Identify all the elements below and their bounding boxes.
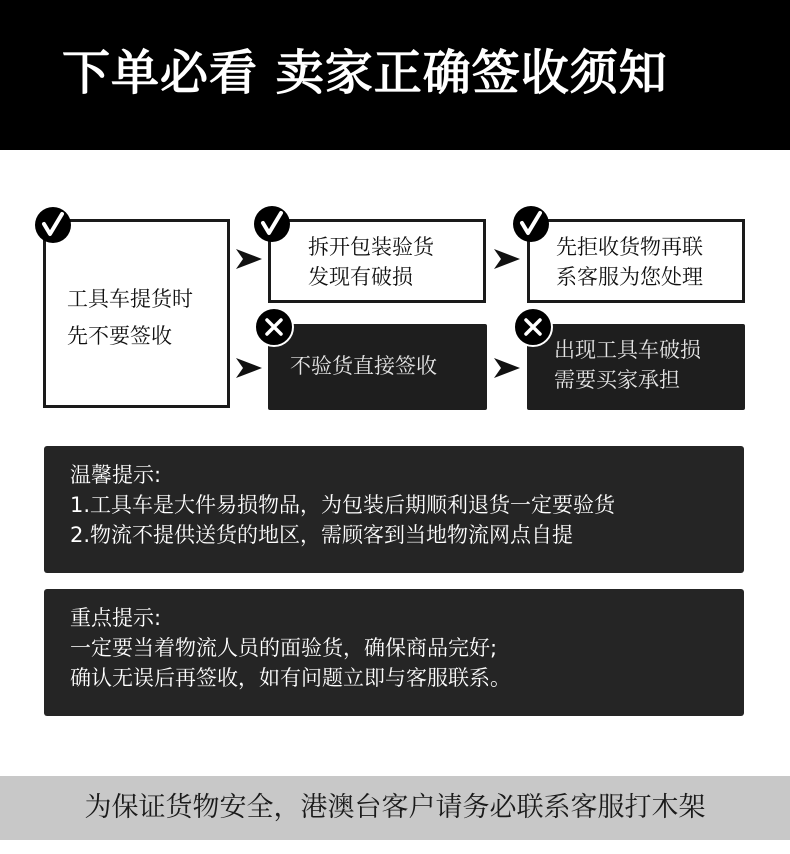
start-line1: 工具车提货时 — [67, 287, 193, 311]
correct-step1-line1: 拆开包装验货 — [308, 235, 434, 259]
wrong-step2-line1: 出现工具车破损 — [554, 338, 701, 362]
important-panel — [44, 589, 744, 716]
start-box — [43, 219, 230, 408]
correct-step2-line2: 系客服为您处理 — [556, 265, 703, 289]
check-icon — [513, 206, 549, 242]
wrong-step2-box — [527, 324, 745, 410]
notice-title: 温馨提示: — [70, 463, 162, 487]
x-icon — [254, 307, 294, 347]
arrow-right-icon — [494, 358, 520, 378]
important-line1: 一定要当着物流人员的面验货，确保商品完好; — [70, 636, 498, 660]
notice-line2: 2.物流不提供送货的地区，需顾客到当地物流网点自提 — [70, 523, 574, 547]
footer-banner — [0, 776, 790, 840]
check-icon — [254, 206, 290, 242]
arrow-right-icon — [494, 249, 520, 269]
correct-step2-box — [527, 219, 745, 303]
x-icon — [513, 307, 553, 347]
header-banner — [0, 0, 790, 150]
correct-step1-box — [268, 219, 486, 303]
notice-line1: 1.工具车是大件易损物品，为包装后期顺利退货一定要验货 — [70, 493, 616, 517]
footer-text: 为保证货物安全，港澳台客户请务必联系客服打木架 — [84, 792, 706, 823]
wrong-step2-line2: 需要买家承担 — [554, 368, 680, 392]
important-title: 重点提示: — [70, 606, 162, 630]
wrong-step1-line1: 不验货直接签收 — [290, 354, 437, 378]
important-line2: 确认无误后再签收，如有问题立即与客服联系。 — [70, 666, 511, 690]
check-icon — [35, 207, 71, 243]
wrong-step1-box — [268, 324, 487, 410]
start-line2: 先不要签收 — [67, 324, 172, 348]
correct-step1-line2: 发现有破损 — [308, 265, 413, 289]
page-title: 下单必看 卖家正确签收须知 — [62, 45, 668, 101]
correct-step2-line1: 先拒收货物再联 — [556, 235, 703, 259]
arrow-right-icon — [236, 358, 262, 378]
arrow-right-icon — [236, 249, 262, 269]
notice-panel — [44, 446, 744, 573]
